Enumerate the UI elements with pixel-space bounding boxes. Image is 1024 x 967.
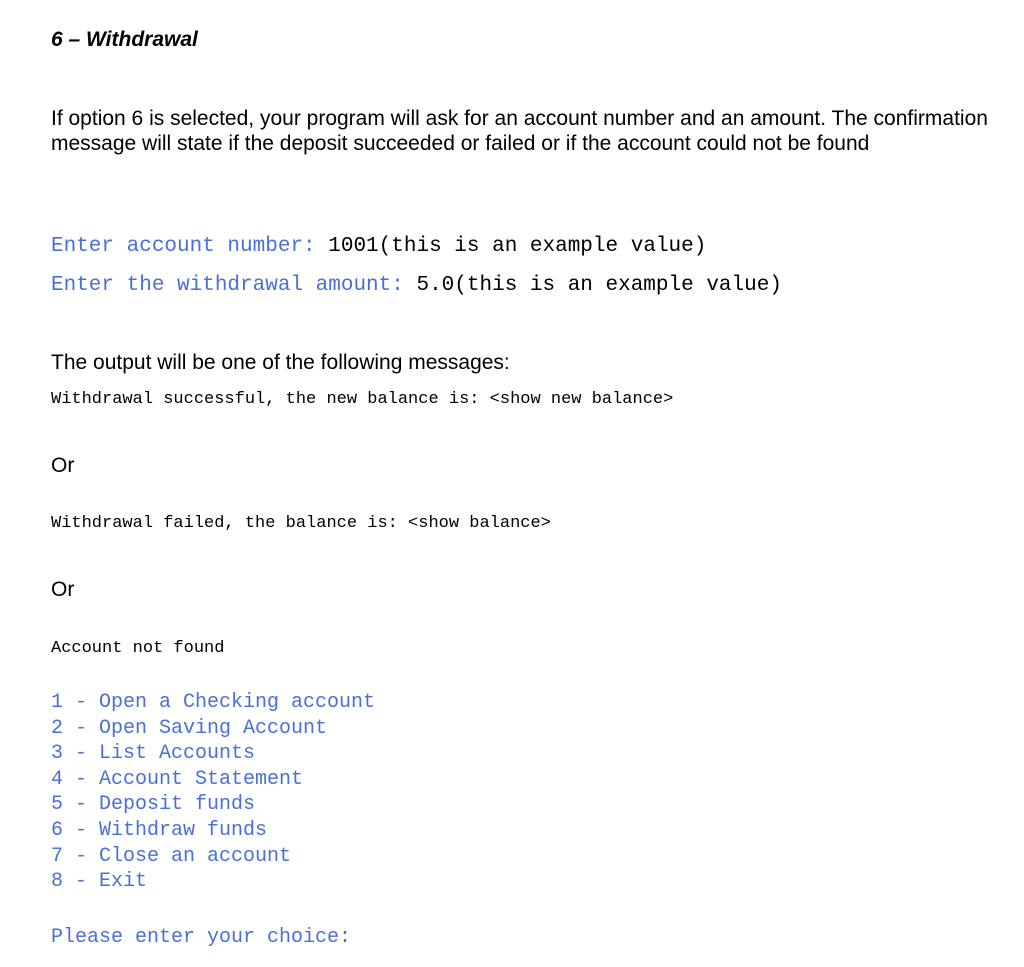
menu-item: 5 - Deposit funds <box>51 793 256 817</box>
menu-item: 2 - Open Saving Account <box>51 716 328 740</box>
menu-item: 3 - List Accounts <box>51 742 256 766</box>
prompt-note: (this is an example value) <box>454 274 782 297</box>
withdrawal-amount-prompt <box>51 274 782 297</box>
menu-item: 7 - Close an account <box>51 844 292 868</box>
menu-item: 8 - Exit <box>51 870 148 894</box>
intro-paragraph: If option 6 is selected, your program will ask for an account number and an amount. The confirmation message will state if the deposit succeeded or failed or if the account could not be found <box>51 107 988 155</box>
menu-item: 1 - Open a Checking account <box>51 691 376 714</box>
prompt-label: Enter account number: <box>51 235 329 258</box>
success-message: Withdrawal successful, the new balance is: <show new balance> <box>51 390 674 409</box>
choice-prompt: Please enter your choice: <box>51 926 352 949</box>
or-separator: Or <box>51 578 75 601</box>
main-menu <box>51 690 375 895</box>
section-heading: 6 – Withdrawal <box>51 28 198 51</box>
failed-message: Withdrawal failed, the balance is: <show balance> <box>51 514 551 533</box>
output-intro: The output will be one of the following messages: <box>51 351 510 374</box>
or-separator: Or <box>51 454 75 477</box>
not-found-message: Account not found <box>51 639 225 658</box>
account-number-prompt <box>51 235 706 258</box>
prompt-value: 1001 <box>328 235 379 258</box>
menu-item: 4 - Account Statement <box>51 767 304 791</box>
prompt-value: 5.0 <box>416 274 455 297</box>
prompt-label: Enter the withdrawal amount: <box>51 274 417 297</box>
prompt-note: (this is an example value) <box>378 235 707 258</box>
menu-item: 6 - Withdraw funds <box>51 818 268 842</box>
